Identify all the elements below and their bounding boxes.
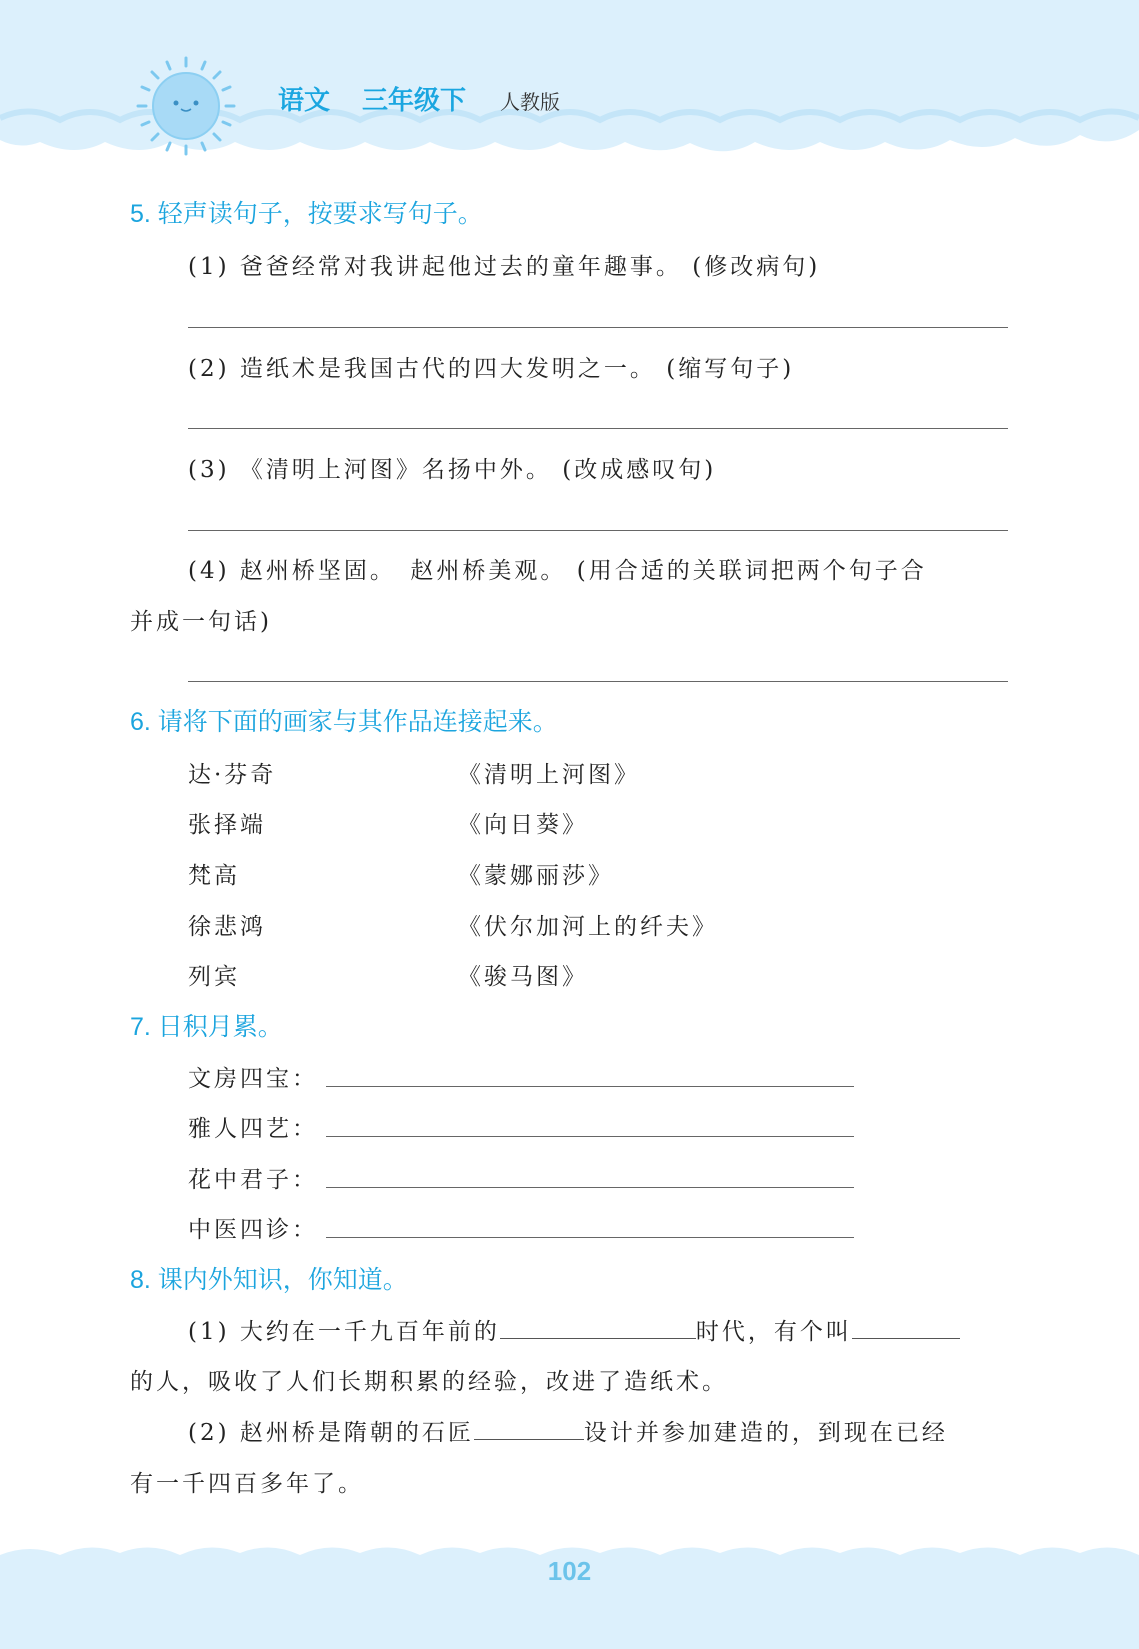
sun-icon [136,56,236,156]
question-6-title: 6. 请将下面的画家与其作品连接起来。 [130,708,558,736]
painter-4[interactable]: 徐悲鸿 [188,914,266,940]
painter-1[interactable]: 达·芬奇 [188,762,277,788]
question-7-title: 7. 日积月累。 [130,1013,283,1041]
q5-item-1-answer-line[interactable] [188,327,1008,328]
q7-item-4-answer-line[interactable] [326,1237,854,1238]
header-edition: 人教版 [500,92,560,114]
q5-item-4-continuation: 并成一句话) [130,609,272,635]
q5-item-1-text: 爸爸经常对我讲起他过去的童年趣事。 [239,254,682,280]
q5-item-2-answer-line[interactable] [188,428,1008,429]
q5-item-2-number: (2) [188,356,230,382]
q5-item-3-text: 《清明上河图》名扬中外。 [239,457,552,483]
q5-item-2-requirement: (缩写句子) [666,356,795,382]
artwork-1[interactable]: 《清明上河图》 [458,762,640,788]
q8-item-1-text-a: (1) 大约在一千九百年前的 [188,1319,500,1345]
q8-item-1 [188,1313,960,1346]
q5-item-3-requirement: (改成感叹句) [562,457,717,483]
q5-item-1-number: (1) [188,254,230,280]
q8-item-2-blank-mason[interactable] [474,1417,584,1440]
q7-item-4-label: 中医四诊： [188,1217,318,1243]
q8-item-1-continuation: 的人，吸收了人们长期积累的经验，改进了造纸术。 [130,1369,728,1395]
q8-item-2 [188,1414,948,1447]
q7-item-2-answer-line[interactable] [326,1136,854,1137]
header-subject: 语文 [278,85,331,115]
q5-item-3 [188,451,716,484]
q7-item-1-label: 文房四宝： [188,1066,318,1092]
q8-item-2-text-a: (2) 赵州桥是隋朝的石匠 [188,1420,474,1446]
q5-item-3-number: (3) [188,457,230,483]
painter-5[interactable]: 列宾 [188,964,240,990]
q5-item-1 [188,248,820,281]
q8-item-1-text-b: 时代，有个叫 [695,1319,852,1345]
page-number: 102 [547,1556,592,1586]
artwork-4[interactable]: 《伏尔加河上的纤夫》 [458,914,718,940]
q5-item-4-answer-line[interactable] [188,681,1008,682]
question-5-title: 5. 轻声读句子，按要求写句子。 [130,200,483,228]
painter-3[interactable]: 梵高 [188,863,240,889]
q7-item-3-answer-line[interactable] [326,1187,854,1188]
q5-item-2 [188,350,794,383]
artwork-5[interactable]: 《骏马图》 [458,964,588,990]
q5-item-1-requirement: (修改病句) [692,254,821,280]
artwork-3[interactable]: 《蒙娜丽莎》 [458,863,614,889]
q8-item-1-blank-era[interactable] [500,1316,696,1339]
q7-item-3-label: 花中君子： [188,1167,318,1193]
q5-item-4-text: 赵州桥坚固。 赵州桥美观。 [239,558,567,584]
q5-item-4-number: (4) [188,558,230,584]
q8-item-1-blank-person[interactable] [852,1316,960,1339]
q7-item-1-answer-line[interactable] [326,1086,854,1087]
painter-2[interactable]: 张择端 [188,812,266,838]
q5-item-2-text: 造纸术是我国古代的四大发明之一。 [239,356,656,382]
q5-item-4 [188,552,927,585]
header-grade: 三年级下 [362,85,467,115]
q8-item-2-continuation: 有一千四百多年了。 [130,1471,364,1497]
footer-cloud-band [0,1535,1139,1649]
q7-item-2-label: 雅人四艺： [188,1116,318,1142]
q8-item-2-text-b: 设计并参加建造的，到现在已经 [583,1420,948,1446]
artwork-2[interactable]: 《向日葵》 [458,812,588,838]
q5-item-4-requirement: (用合适的关联词把两个句子合 [576,558,927,584]
question-8-title: 8. 课内外知识，你知道。 [130,1266,408,1294]
q5-item-3-answer-line[interactable] [188,530,1008,531]
